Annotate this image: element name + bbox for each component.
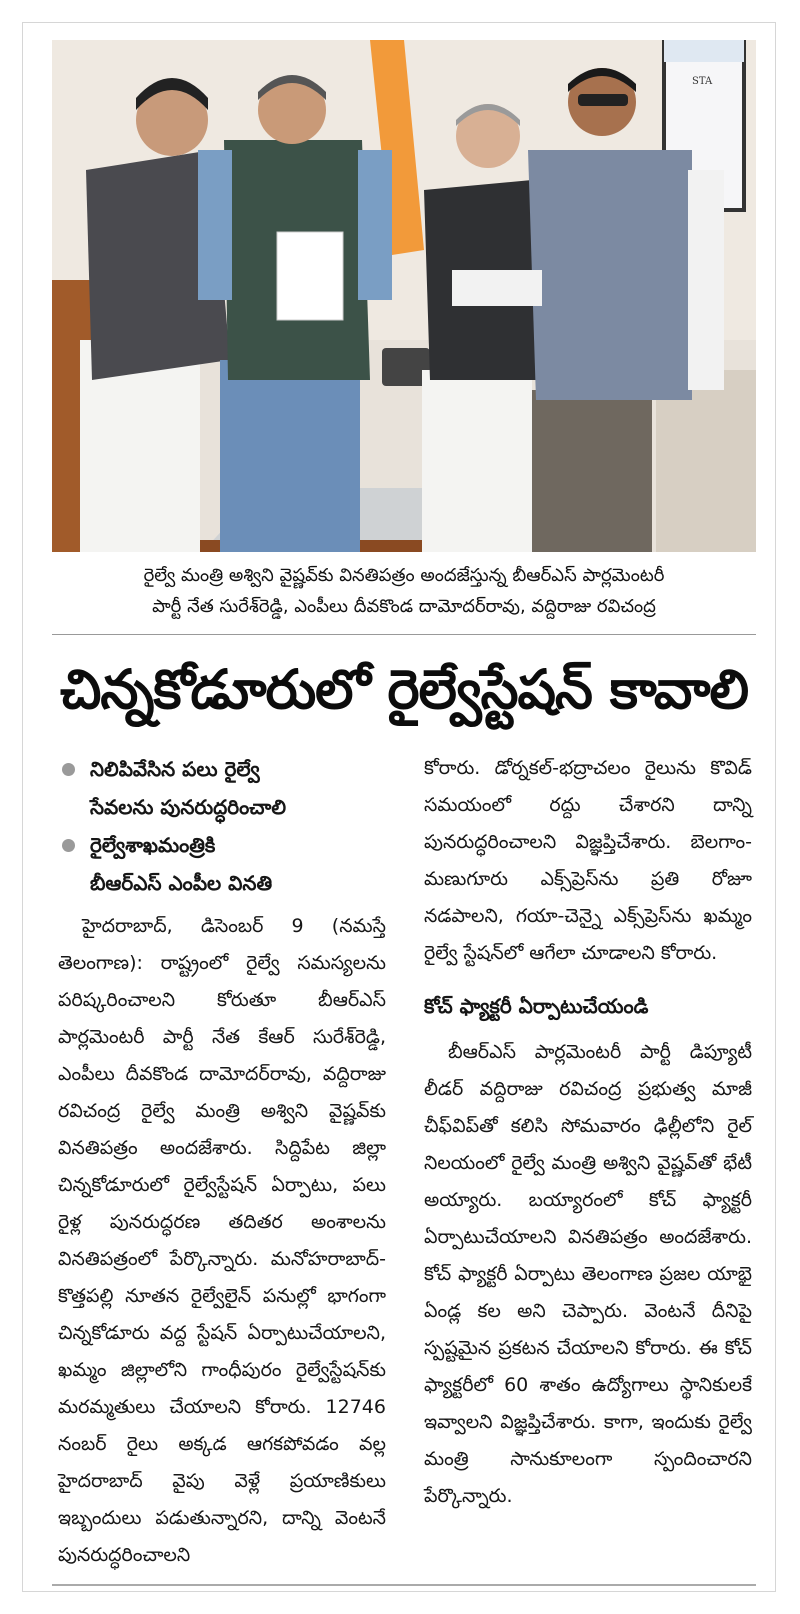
highlight-2-line-2: బీఆర్‌ఎస్ ఎంపీల వినతి bbox=[90, 871, 273, 895]
caption-divider bbox=[52, 634, 756, 635]
highlight-1-line-2: సేవలను పునరుద్ధరించాలి bbox=[90, 795, 286, 819]
caption-line-1: రైల్వే మంత్రి అశ్విని వైష్ణవ్‌కు వినతిపత్రం అందజేస్తున్న బీఆర్‌ఎస్ పార్లమెంటరీ bbox=[143, 565, 665, 586]
body-paragraph-left: హైదరాబాద్, డిసెంబర్ 9 (నమస్తే తెలంగాణ): రాష్ట్రంలో రైల్వే సమస్యలను పరిష్కరించాలని కోరుతూ బీఆర్‌ఎస్ పార్లమెంటరీ పార్టీ నేత కేఆర్ సురేశ్‌రెడ్డి, ఎంపీలు దీవకొండ దామోదర్‌రావు, వద్దిరాజు రవిచంద్ర రైల్వే మంత్రి అశ్విని వైష్ణవ్‌కు వినతిపత్రం అందజేశారు. సిద్దిపేట జిల్లా చిన్నకోడూరులో రైల్వేస్టేషన్ ఏర్పాటు, పలు రైళ్ల పునరుద్ధరణ తదితర అంశాలను వినతిపత్రంలో పేర్కొన్నారు. మనోహరాబాద్-కొత్తపల్లి నూతన రైల్వేలైన్ పనుల్లో భాగంగా చిన్నకోడూరు వద్ద స్టేషన్ ఏర్పాటుచేయాలని, ఖమ్మం జిల్లాలోని గాంధీపురం రైల్వేస్టేషన్‌కు మరమ్మతులు చేయాలని కోరారు. 12746 నంబర్ రైలు అక్కడ ఆగకపోవడం వల్ల హైదరాబాద్ వైపు వెళ్లే ప్రయాణికులు ఇబ్బందులు పడుతున్నారని, దాన్ని వెంటనే పునరుద్ధరించాలని bbox=[58, 915, 386, 1566]
bottom-divider bbox=[52, 1584, 756, 1586]
news-photo bbox=[52, 40, 756, 552]
highlight-1-line-1: నిలిపివేసిన పలు రైల్వే bbox=[90, 757, 260, 781]
highlight-bullets bbox=[58, 750, 386, 902]
body-paragraph-right-1: కోరారు. డోర్నకల్-భద్రాచలం రైలును కొవిడ్ సమయంలో రద్దు చేశారని దాన్ని పునరుద్ధరించాలని విజ్ఞప్తిచేశారు. బెలగాం-మణుగూరు ఎక్స్‌ప్రెస్‌ను ప్రతి రోజూ నడపాలని, గయా-చెన్నై ఎక్స్‌ప్రెస్‌ను ఖమ్మం రైల్వే స్టేషన్‌లో ఆగేలా చూడాలని కోరారు. bbox=[424, 757, 752, 964]
article-column-right bbox=[424, 750, 752, 1515]
body-paragraph-right-2: బీఆర్‌ఎస్ పార్లమెంటరీ పార్టీ డిప్యూటీ లీడర్ వద్దిరాజు రవిచంద్ర ప్రభుత్వ మాజీ చీఫ్‌విప్‌తో కలిసి సోమవారం ఢిల్లీలోని రైల్ నిలయంలో రైల్వే మంత్రి అశ్విని వైష్ణవ్‌తో భేటీ అయ్యారు. బయ్యారంలో కోచ్ ఫ్యాక్టరీ ఏర్పాటుచేయాలని వినతిపత్రం అందజేశారు. కోచ్ ఫ్యాక్టరీ ఏర్పాటు తెలంగాణ ప్రజల యాభై ఏండ్ల కల అని చెప్పారు. వెంటనే దీనిపై స్పష్టమైన ప్రకటన చేయాలని కోరారు. ఈ కోచ్ ఫ్యాక్టరీలో 60 శాతం ఉద్యోగాలు స్థానికులకే ఇవ్వాలని విజ్ఞప్తిచేశారు. కాగా, ఇందుకు రైల్వే మంత్రి సానుకూలంగా స్పందించారని పేర్కొన్నారు. bbox=[424, 1041, 752, 1507]
monitor-label: STA bbox=[692, 76, 713, 87]
bullet-dot-icon bbox=[62, 763, 75, 776]
petition-document bbox=[277, 232, 343, 320]
highlight-bullet-1 bbox=[58, 750, 386, 826]
article-column-left bbox=[58, 750, 386, 1574]
group-photo-illustration bbox=[52, 40, 756, 552]
article-headline: చిన్నకోడూరులో రైల్వేస్టేషన్ కావాలి bbox=[59, 658, 749, 721]
glasses-shape bbox=[578, 94, 628, 106]
photo-caption bbox=[52, 560, 756, 622]
caption-line-2: పార్టీ నేత సురేశ్‌రెడ్డి, ఎంపీలు దీవకొండ దామోదర్‌రావు, వద్దిరాజు రవిచంద్ర bbox=[152, 596, 656, 617]
highlight-bullet-2 bbox=[58, 826, 386, 902]
article-subheading: కోచ్ ఫ్యాక్టరీ ఏర్పాటుచేయండి bbox=[424, 994, 649, 1018]
bullet-dot-icon bbox=[62, 839, 75, 852]
highlight-2-line-1: రైల్వేశాఖమంత్రికి bbox=[90, 833, 216, 857]
